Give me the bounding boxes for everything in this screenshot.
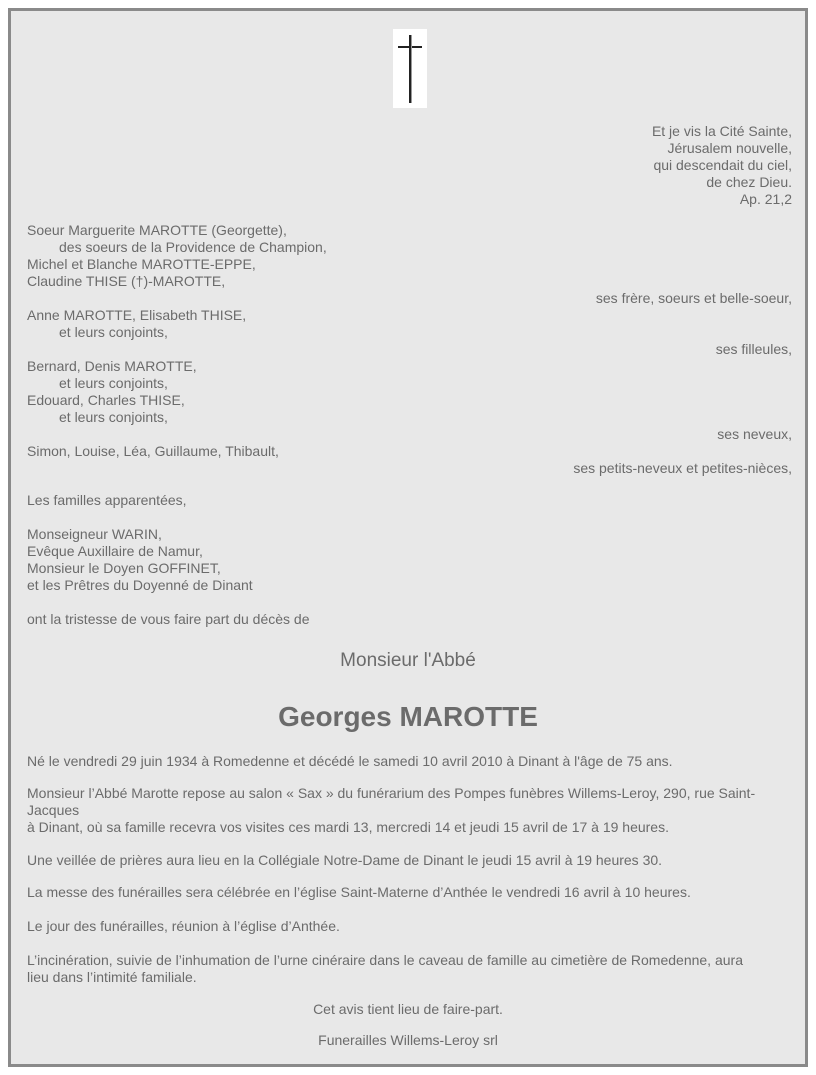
rest-info-line: à Dinant, où sa famille recevra vos visites ces mardi 13, mercredi 14 et jeudi 15 avril de 17 à 19 heures. [27, 819, 669, 835]
cremation-info-line: lieu dans l’intimité familiale. [27, 969, 197, 985]
mass-info: La messe des funérailles sera célébrée en l’église Saint-Materne d’Anthée le vendredi 16 avril à 10 heures. [27, 884, 691, 900]
family-line: Claudine THISE (†)-MAROTTE, [27, 273, 226, 289]
clergy-line: Monseigneur WARIN, [27, 526, 162, 542]
family-line: Michel et Blanche MAROTTE-EPPE, [27, 256, 256, 272]
obituary-card [8, 8, 808, 1067]
notice-text: Cet avis tient lieu de faire-part. [313, 1001, 503, 1017]
family-line: Soeur Marguerite MAROTTE (Georgette), [27, 222, 287, 238]
cross-image [393, 29, 427, 108]
cremation-info-line: L’incinération, suivie de l’inhumation de l’urne cinéraire dans le caveau de famille au cimetière de Romedenne, aura [27, 952, 743, 968]
family-line: et leurs conjoints, [59, 375, 168, 391]
verse-line: de chez Dieu. [706, 174, 792, 190]
clergy-line: et les Prêtres du Doyenné de Dinant [27, 577, 253, 593]
verse-line: Et je vis la Cité Sainte, [651, 123, 792, 139]
family-line: Anne MAROTTE, Elisabeth THISE, [27, 307, 247, 323]
announcement-line: ont la tristesse de vous faire part du décès de [27, 611, 310, 627]
vigil-info: Une veillée de prières aura lieu en la Collégiale Notre-Dame de Dinant le jeudi 15 avril à 19 heures 30. [27, 852, 663, 868]
relation-label: ses neveux, [717, 426, 792, 442]
relation-label: ses filleules, [715, 341, 792, 357]
family-line: et leurs conjoints, [59, 324, 168, 340]
family-line: des soeurs de la Providence de Champion, [59, 239, 327, 255]
verse-reference: Ap. 21,2 [739, 191, 792, 207]
cross-icon [393, 29, 427, 108]
deceased-title: Monsieur l'Abbé [340, 650, 476, 671]
family-line: Edouard, Charles THISE, [27, 392, 185, 408]
relation-label: ses frère, soeurs et belle-soeur, [595, 290, 792, 306]
family-line: et leurs conjoints, [59, 409, 168, 425]
company-name: Funerailles Willems-Leroy srl [318, 1032, 498, 1048]
clergy-line: Evêque Auxillaire de Namur, [27, 543, 203, 559]
rest-info-line: Jacques [27, 802, 80, 818]
relation-label: ses petits-neveux et petites-nièces, [573, 460, 792, 476]
family-line: Les familles apparentées, [27, 492, 187, 508]
family-line: Simon, Louise, Léa, Guillaume, Thibault, [27, 443, 279, 459]
meeting-info: Le jour des funérailles, réunion à l’église d’Anthée. [27, 918, 340, 934]
verse-line: Jérusalem nouvelle, [667, 140, 792, 156]
verse-line: qui descendait du ciel, [653, 157, 792, 173]
family-line: Bernard, Denis MAROTTE, [27, 358, 197, 374]
deceased-name: Georges MAROTTE [278, 701, 538, 732]
clergy-line: Monsieur le Doyen GOFFINET, [27, 560, 221, 576]
birth-death-info: Né le vendredi 29 juin 1934 à Romedenne et décédé le samedi 10 avril 2010 à Dinant à l'âge de 75 ans. [27, 753, 673, 769]
rest-info-line: Monsieur l’Abbé Marotte repose au salon « Sax » du funérarium des Pompes funèbres Willems-Leroy, 290, rue Saint- [27, 785, 756, 801]
